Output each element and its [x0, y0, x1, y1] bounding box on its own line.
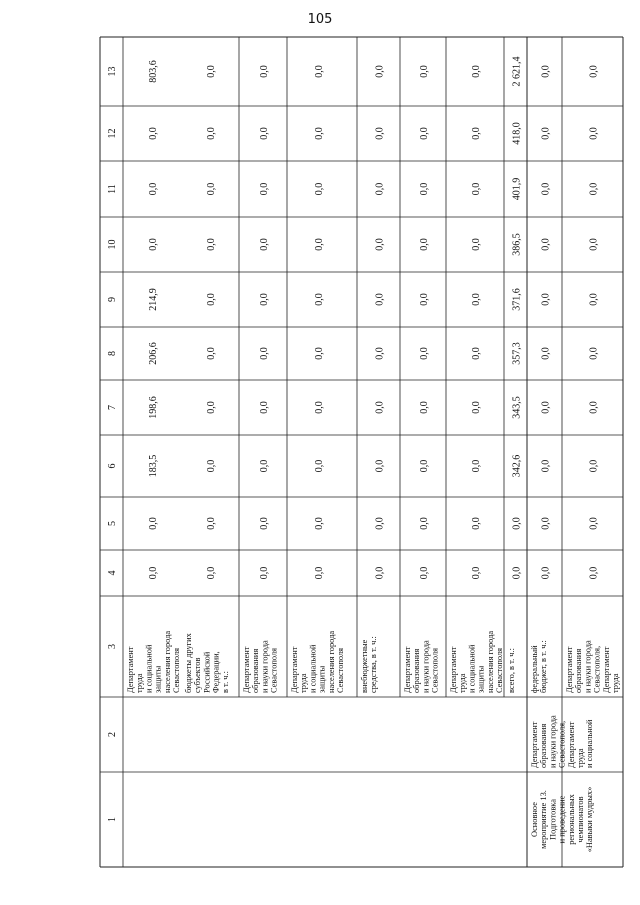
column-header-1: 1 — [107, 817, 118, 822]
column-header-10: 10 — [107, 239, 118, 250]
value-cell: 0,0 — [540, 517, 552, 530]
value-cell: 0,0 — [588, 401, 600, 414]
value-cell: 0,0 — [314, 127, 325, 140]
value-cell: 0,0 — [259, 459, 270, 473]
value-cell: 0,0 — [471, 182, 482, 196]
activity-label: Подготовка — [548, 799, 558, 840]
source-label: населения города — [485, 630, 495, 693]
source-label: средства, в т. ч.: — [369, 636, 379, 693]
value-cell: 0,0 — [471, 347, 482, 360]
value-cell: 0,0 — [511, 517, 523, 530]
source-label: и науки города — [421, 640, 431, 693]
value-cell: 0,0 — [148, 566, 159, 580]
source-label: Севастополя — [172, 647, 181, 693]
value-cell: 0,0 — [419, 401, 430, 414]
value-cell: 0,0 — [206, 182, 217, 196]
value-cell: 0,0 — [259, 517, 270, 530]
value-cell: 0,0 — [471, 293, 482, 306]
activity-label: мероприятие 13. — [539, 790, 549, 849]
value-cell: 0,0 — [540, 293, 552, 306]
value-cell: 0,0 — [588, 127, 600, 140]
source-label: субъектов — [193, 657, 203, 693]
value-cell: 214,9 — [148, 288, 159, 311]
value-cell: 0,0 — [471, 238, 482, 251]
value-cell: 0,0 — [588, 517, 600, 530]
value-cell: 0,0 — [206, 238, 217, 251]
value-cell: 0,0 — [374, 238, 386, 251]
value-cell: 0,0 — [206, 65, 217, 78]
value-cell: 0,0 — [471, 459, 482, 473]
value-cell: 0,0 — [374, 182, 386, 196]
value-cell: 401,9 — [511, 177, 523, 201]
value-cell: 342,6 — [511, 454, 523, 478]
value-cell: 0,0 — [259, 238, 270, 251]
column-header-12: 12 — [107, 128, 118, 139]
executor-label: труда — [576, 748, 585, 768]
source-label: и науки города — [583, 640, 593, 693]
value-cell: 0,0 — [540, 401, 552, 414]
activity-label: и проведение — [557, 795, 567, 844]
activity-label: региональных — [566, 794, 576, 845]
value-cell: 0,0 — [314, 459, 325, 473]
column-header-5: 5 — [107, 521, 118, 526]
value-cell: 0,0 — [540, 127, 552, 140]
source-label: и социальной — [144, 644, 154, 693]
value-cell: 343,5 — [511, 396, 523, 419]
column-header-2: 2 — [107, 732, 118, 737]
value-cell: 0,0 — [206, 459, 217, 473]
source-label: Российской — [202, 651, 212, 693]
value-cell: 0,0 — [419, 517, 430, 530]
value-cell: 0,0 — [419, 347, 430, 360]
column-header-7: 7 — [107, 405, 118, 410]
source-label: бюджет, в т. ч.: — [539, 640, 549, 693]
source-label: в т. ч.: — [220, 671, 230, 693]
source-label: труда — [458, 673, 468, 693]
source-label: населения города — [162, 630, 172, 693]
source-label: Севастополя, — [592, 645, 602, 693]
value-cell: 0,0 — [419, 65, 430, 78]
value-cell: 0,0 — [206, 401, 217, 414]
value-cell: 0,0 — [540, 238, 552, 251]
value-cell: 0,0 — [419, 127, 430, 140]
value-cell: 0,0 — [540, 182, 552, 196]
source-label: Департамент — [242, 646, 251, 693]
value-cell: 0,0 — [588, 566, 600, 580]
executor-label: образования — [539, 723, 549, 768]
value-cell: 0,0 — [314, 517, 325, 530]
source-label: защиты — [317, 665, 327, 693]
source-label: Севастополя — [495, 647, 504, 693]
value-cell: 0,0 — [206, 347, 217, 360]
value-cell: 0,0 — [374, 65, 386, 78]
column-header-11: 11 — [107, 184, 118, 194]
value-cell: 2 621,4 — [511, 56, 523, 87]
source-label: Департамент — [290, 646, 299, 693]
source-label: и социальной — [467, 644, 477, 693]
source-label: Севастополя — [430, 647, 440, 693]
column-header-8: 8 — [107, 351, 118, 356]
value-cell: 0,0 — [206, 293, 217, 306]
value-cell: 0,0 — [588, 293, 600, 306]
value-cell: 0,0 — [148, 127, 159, 140]
value-cell: 0,0 — [259, 182, 270, 196]
value-cell: 0,0 — [314, 65, 325, 78]
value-cell: 0,0 — [314, 401, 325, 414]
source-label: Департамент — [565, 646, 574, 693]
value-cell: 0,0 — [148, 238, 159, 251]
value-cell: 0,0 — [314, 238, 325, 251]
source-label: образования — [251, 648, 261, 693]
value-cell: 0,0 — [588, 238, 600, 251]
executor-label: Севастополя, — [557, 720, 567, 768]
value-cell: 0,0 — [588, 182, 600, 196]
value-cell: 0,0 — [511, 566, 523, 580]
executor-label: Департамент — [566, 721, 576, 768]
value-cell: 0,0 — [374, 517, 386, 530]
source-label: федеральный — [530, 645, 539, 693]
source-label: труда — [611, 673, 620, 693]
column-header-6: 6 — [107, 463, 118, 469]
value-cell: 206,6 — [148, 342, 159, 365]
value-cell: 0,0 — [588, 65, 600, 78]
source-label: образования — [574, 648, 584, 693]
value-cell: 0,0 — [259, 293, 270, 306]
value-cell: 0,0 — [374, 127, 386, 140]
executor-label: и социальной — [585, 719, 595, 768]
value-cell: 0,0 — [148, 517, 159, 530]
value-cell: 0,0 — [374, 401, 386, 414]
column-header-4: 4 — [107, 570, 118, 576]
value-cell: 0,0 — [419, 459, 430, 473]
value-cell: 0,0 — [588, 459, 600, 473]
source-label: образования — [412, 648, 422, 693]
source-label: труда — [135, 673, 145, 693]
value-cell: 0,0 — [374, 566, 386, 580]
source-label: Департамент — [601, 646, 611, 693]
source-label: населения города — [326, 630, 336, 693]
value-cell: 418,0 — [511, 122, 523, 145]
value-cell: 0,0 — [471, 401, 482, 414]
value-cell: 0,0 — [374, 459, 386, 473]
value-cell: 0,0 — [471, 65, 482, 78]
value-cell: 0,0 — [419, 238, 430, 251]
value-cell: 0,0 — [540, 459, 552, 473]
source-label: Департамент — [126, 646, 135, 693]
value-cell: 0,0 — [374, 293, 386, 306]
value-cell: 183,5 — [148, 454, 159, 478]
value-cell: 0,0 — [259, 127, 270, 140]
value-cell: 0,0 — [540, 347, 552, 360]
value-cell: 0,0 — [259, 566, 270, 580]
value-cell: 0,0 — [206, 127, 217, 140]
source-label: Департамент — [449, 646, 458, 693]
value-cell: 0,0 — [540, 566, 552, 580]
value-cell: 386,5 — [511, 233, 523, 256]
executor-label: Департамент — [530, 721, 539, 768]
value-cell: 0,0 — [314, 182, 325, 196]
source-label: Севастополя — [269, 647, 279, 693]
value-cell: 357,3 — [511, 342, 523, 365]
value-cell: 371,6 — [511, 288, 523, 311]
value-cell: 0,0 — [419, 182, 430, 196]
value-cell: 0,0 — [259, 347, 270, 360]
value-cell: 0,0 — [471, 566, 482, 580]
source-label: защиты — [153, 665, 163, 693]
value-cell: 0,0 — [314, 566, 325, 580]
value-cell: 0,0 — [419, 293, 430, 306]
value-cell: 0,0 — [588, 347, 600, 360]
value-cell: 0,0 — [471, 127, 482, 140]
executor-label: и науки города — [548, 715, 558, 768]
source-label: и социальной — [308, 644, 318, 693]
source-label: защиты — [476, 665, 486, 693]
source-label: Департамент — [403, 646, 412, 693]
value-cell: 0,0 — [540, 65, 552, 78]
source-label: труда — [299, 673, 309, 693]
page-number: 105 — [307, 12, 333, 27]
source-label: внебюджетные — [360, 639, 369, 693]
value-cell: 0,0 — [374, 347, 386, 360]
value-cell: 803,6 — [148, 60, 159, 83]
value-cell: 0,0 — [148, 182, 159, 196]
source-label: бюджеты других — [184, 633, 193, 693]
column-header-3: 3 — [107, 644, 118, 649]
value-cell: 198,6 — [148, 396, 159, 419]
column-header-9: 9 — [107, 297, 118, 302]
table-rotated — [100, 37, 623, 867]
value-cell: 0,0 — [259, 65, 270, 78]
value-cell: 0,0 — [314, 293, 325, 306]
activity-label: «Навыки мудрых» — [585, 786, 595, 853]
value-cell: 0,0 — [419, 566, 430, 580]
source-label: всего, в т. ч.: — [507, 648, 516, 693]
value-cell: 0,0 — [471, 517, 482, 530]
column-header-13: 13 — [107, 66, 118, 77]
value-cell: 0,0 — [206, 517, 217, 530]
activity-label: Основное — [530, 802, 539, 837]
value-cell: 0,0 — [314, 347, 325, 360]
source-label: Севастополя — [336, 647, 345, 693]
source-label: и науки города — [260, 640, 270, 693]
activity-label: чемпионатов — [576, 796, 585, 843]
value-cell: 0,0 — [259, 401, 270, 414]
value-cell: 0,0 — [206, 566, 217, 580]
source-label: Федерации, — [211, 651, 221, 693]
